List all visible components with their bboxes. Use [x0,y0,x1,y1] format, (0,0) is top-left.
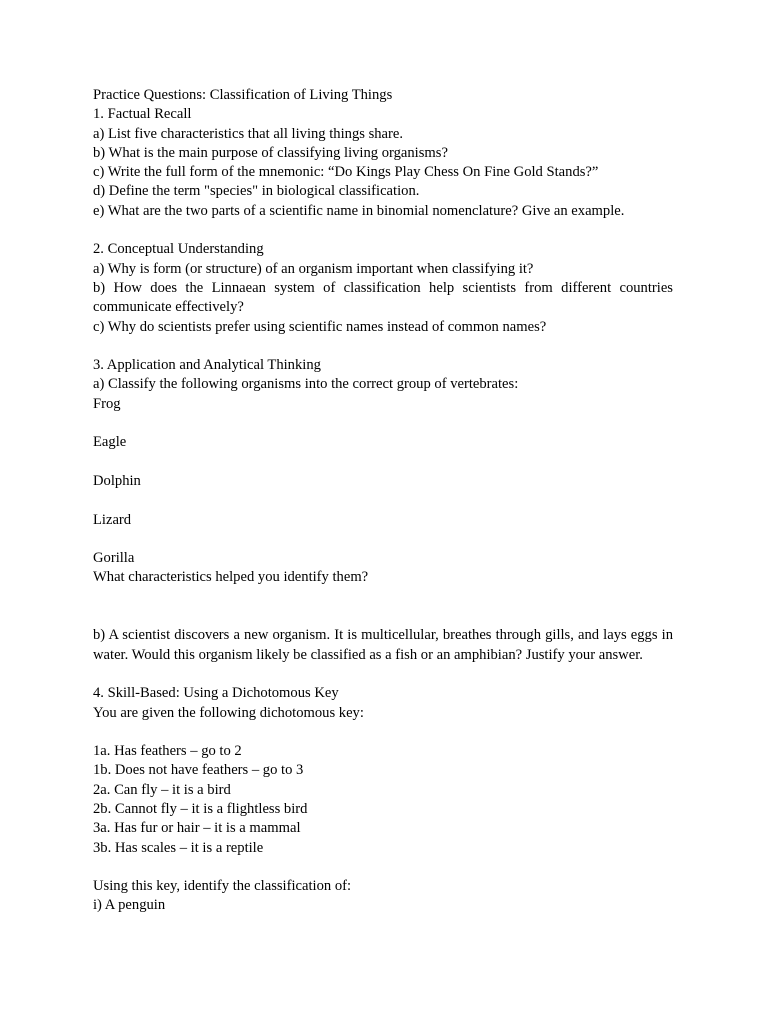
question-1b: b) What is the main purpose of classifying living organisms? [93,144,448,161]
question-1d: d) Define the term "species" in biological classification. [93,183,420,200]
key-step-1a: 1a. Has feathers – go to 2 [93,743,242,760]
section-heading-dichotomous-key: 4. Skill-Based: Using a Dichotomous Key [93,685,339,702]
spacer [93,588,673,627]
key-step-3a: 3a. Has fur or hair – it is a mammal [93,820,301,837]
question-1a: a) List five characteristics that all living things share. [93,125,404,142]
question-3a-follow-up: What characteristics helped you identify them? [93,569,369,586]
organism-frog: Frog [93,395,121,412]
question-2a: a) Why is form (or structure) of an organism important when classifying it? [93,260,534,277]
document-page [93,86,673,916]
question-2c: c) Why do scientists prefer using scientific names instead of common names? [93,318,547,335]
question-4i: i) A penguin [93,897,166,914]
question-3b: b) A scientist discovers a new organism. It is multicellular, breathes through gills, and lays eggs in water. Would this organism likely be classified as a fish or an amphibian? Justify your answer. [93,627,673,663]
organism-eagle: Eagle [93,434,127,451]
dichotomous-key-intro: You are given the following dichotomous key: [93,704,364,721]
key-step-3b: 3b. Has scales – it is a reptile [93,839,264,856]
spacer [93,723,673,742]
section-heading-application: 3. Application and Analytical Thinking [93,357,321,374]
spacer [93,453,673,472]
spacer [93,414,673,433]
spacer [93,337,673,356]
question-2b: b) How does the Linnaean system of classification help scientists from different countries communicate effectively? [93,279,673,316]
key-step-2b: 2b. Cannot fly – it is a flightless bird [93,800,308,817]
organism-lizard: Lizard [93,511,132,528]
key-step-1b: 1b. Does not have feathers – go to 3 [93,762,304,779]
key-step-2a: 2a. Can fly – it is a bird [93,781,231,798]
question-1e: e) What are the two parts of a scientific name in binomial nomenclature? Give an example. [93,202,625,219]
organism-gorilla: Gorilla [93,550,135,567]
section-heading-conceptual-understanding: 2. Conceptual Understanding [93,241,264,258]
document-title: Practice Questions: Classification of Living Things [93,87,393,103]
spacer [93,665,673,684]
spacer [93,858,673,877]
organism-dolphin: Dolphin [93,472,141,489]
question-3a: a) Classify the following organisms into the correct group of vertebrates: [93,376,519,393]
spacer [93,491,673,510]
key-usage-prompt: Using this key, identify the classification of: [93,878,352,895]
question-1c: c) Write the full form of the mnemonic: “Do Kings Play Chess On Fine Gold Stands?” [93,164,599,181]
section-heading-factual-recall: 1. Factual Recall [93,106,192,123]
spacer [93,530,673,549]
spacer [93,221,673,240]
